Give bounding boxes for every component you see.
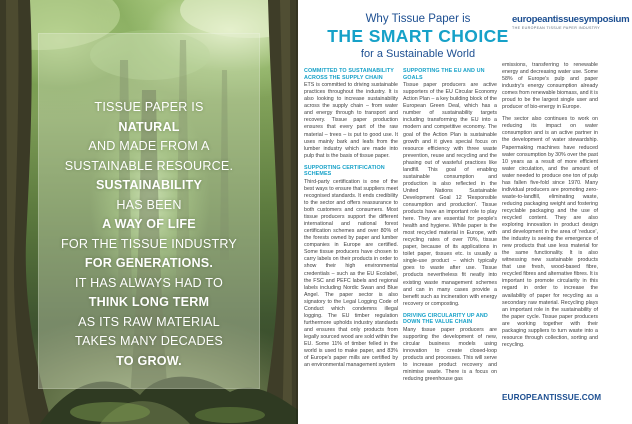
statement-line: FOR THE TISSUE INDUSTRY [60,236,238,251]
statement-line: AND MADE FROM A [88,139,210,153]
section-title-certification: SUPPORTING CERTIFICATION SCHEMES [304,164,385,178]
column-3 [502,62,598,362]
statement-line: TISSUE PAPER IS [94,100,204,114]
section-text-eu-un-goals: Tissue paper producers are active supporters of the EU Circular Economy Action Plan – a key building block of the European Green Deal, which has a number of sustainability targets including transforming the EU into a modern and competitive economy. The goal of the Action Plan is sustainable growth and it gives special focus on resource efficiency with three waste prevention, reuse and recycling and the phasing out of wasteful practices like landfill. This goal of enabling sustainable consumption and production is also reflected in the United Nations Sustainable Development Goal 12 'Responsible consumption and production'. Tissue products have an important role to play here. They are essential for people's health and hygiene. While paper is the most recycled material in Europe, with recycling rates of over 70%, tissue paper, because of its applications in toilet paper, tissues etc. is usually a single-use product – which typically goes to waste after use. Tissue products nevertheless fit neatly into existing waste management schemes and can in many cases provide a benefit such as incineration with energy recovery or composting. [403,82,497,307]
column-2 [403,68,497,413]
statement-line: AS ITS RAW MATERIAL [78,314,220,329]
section-text-certification: Third-party certification is one of the best ways to ensure that suppliers meet recognised standards. It ends credibility to the sector and offers reassurance to both customers and consumers. Most tissue producers support the different international and national forest certification schemes and over 80% of the forests owned by paper and lumber companies in Europe are certified. Some tissue producers have chosen to carry labels on their products in order to show their high environmental credentials – such as the EU Ecolabel, the FSC and PEFC labels and regional labels including Nordic Swan and Blue Angel. The paper sector is also signatory to the Legal Logging Code of Conduct which condemns illegal logging. The EU timber regulation furthermore upholds industry standards and ensures that only products from legally sourced wood are sold within the EU. Some 11% of timber felled in the world is used to make paper, and 83% of Europe's paper mills are certified by an environmental management system [304,178,398,369]
statement-line: THINK LONG TERM [88,295,210,309]
statement-line: FOR GENERATIONS. [84,256,214,270]
article-columns [298,62,600,416]
statement-line: A WAY OF LIFE [102,217,196,231]
section-text-circularity: Many tissue paper producers are supporting the development of new, circular business models using innovation to create closed-loop products and processes. This will serve to increase product recovery and minimise waste. There is a focus on reducing greenhouse gas [403,326,497,383]
brand-subtitle: THE EUROPEAN TISSUE PAPER INDUSTRY [512,26,601,30]
statement-line: HAS BEEN [116,197,182,212]
statement-line: TAKES MANY DECADES [75,334,223,348]
column3-paragraph-1: emissions, transferring to renewable energy and decreasing water use. Some 58% of Europe's pulp and paper industry's energy consumption already comes from renewable biomass, and it is proud to be the largest single user and producer of bio-energy in Europe. [502,62,598,111]
website-link[interactable]: EUROPEANTISSUE.COM [502,393,602,402]
headline [318,12,518,61]
column3-paragraph-2: The sector also continues to work on reducing its impact on water consumption and is an active partner in the development of water stewardship. Papermaking machines have reduced water consumption by 30% over the past 10 years as a result of more efficient water circulation, and the amount of water needed to produce one ton of pulp has fallen five-fold since 1970. Many individual producers are promoting zero-waste-to-landfill, eliminating waste, reducing packaging weight and fostering recyclable packaging and the use of recycled content. They are also exploring innovation in product design and development in the area of 'reduce', the industry is seeing the emergence of new products that use less material for the same functionality. It is also witnessing new sustainable products that use fresh, wood-based fibre, recycled fibres and alternative fibres. It is important to promote circularity in this regard in order to increase the availability of paper for recycling as a secondary raw material. Recycling plays an important role in the sustainability of the paper cycle. Tissue paper producers are working together with their packaging suppliers to turn waste into a resource through collection, sorting and recycling. [502,116,598,348]
headline-main: THE SMART CHOICE [327,26,509,46]
headline-tail: for a Sustainable World [360,48,476,60]
statement-line: TO GROW. [116,353,182,368]
article-page [298,0,630,424]
section-title-commitment: COMMITTED TO SUSTAINABILITY ACROSS THE SUPPLY CHAIN [304,68,394,81]
section-title-eu-un-goals: SUPPORTING THE EU AND UN GOALS [403,68,485,81]
left-statement [50,98,248,371]
statement-line: IT HAS ALWAYS HAD TO [75,275,223,290]
brand-name: europeantissuesymposium [512,14,630,25]
statement-line: SUSTAINABILITY [95,178,203,192]
column-1 [304,68,398,413]
headline-kicker: Why Tissue Paper is [365,13,471,25]
statement-line: NATURAL [118,119,180,134]
brand-logo [512,14,632,30]
section-text-commitment: ETS is committed to driving sustainable practices throughout the industry. It is also looking to increase sustainability across the supply chain – from water and energy through to transport and recovery. Tissue paper production ensures that every part of the raw material – trees – is put to good use. It uses mainly bark and leafs from the lumber industry which are made into pulp that is the basis of tissue paper. [304,82,398,159]
forest-photo [0,0,298,424]
statement-line: SUSTAINABLE RESOURCE. [64,158,234,173]
section-title-circularity: DRIVING CIRCULARITY UP AND DOWN THE VALUE CHAIN [403,312,488,326]
